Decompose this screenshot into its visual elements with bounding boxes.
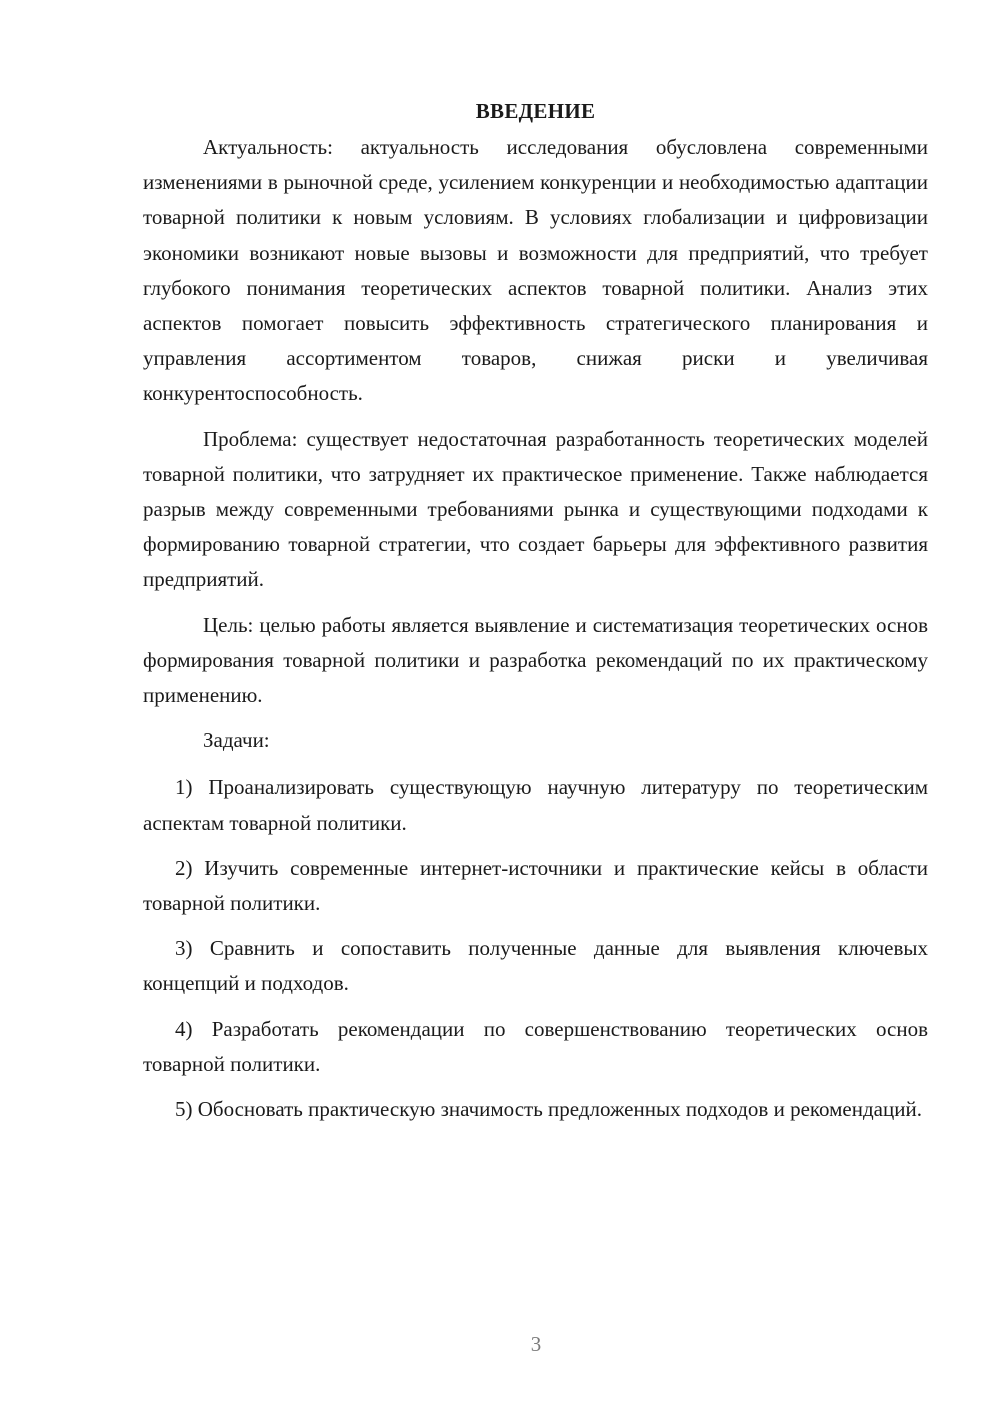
goal-paragraph: Цель: целью работы является выявление и систематизация теоретических основ формирования товарной политики и разработка рекомендаций по их практическому применению. (143, 612, 928, 708)
task-item: 2) Изучить современные интернет-источники и практические кейсы в области товарной политики. (143, 855, 928, 916)
task-item: 1) Проанализировать существующую научную литературу по теоретическим аспектам товарной политики. (143, 775, 928, 835)
problem-paragraph: Проблема: существует недостаточная разработанность теоретических моделей товарной политики, что затрудняет их практическое применение. Также наблюдается разрыв между современными требованиями рынка и существующими подходами к формированию товарной стратегии, что создает барьеры для эффективного развития предприятий. (143, 426, 928, 592)
tasks-label: Задачи: (203, 728, 270, 753)
relevance-paragraph: Актуальность: актуальность исследования обусловлена современными изменениями в рыночной среде, усилением конкуренции и необходимостью адаптации товарной политики к новым условиям. В условиях глобализации и цифровизации экономики возникают новые вызовы и возможности для предприятий, что требует глубокого понимания теоретических аспектов товарной политики. Анализ этих аспектов помогает повысить эффективность стратегического планирования и управления ассортиментом товаров, снижая риски и увеличивая конкурентоспособность. (143, 135, 928, 406)
page-number: 3 (530, 1332, 542, 1356)
section-heading: ВВЕДЕНИЕ (475, 99, 596, 123)
task-item: 4) Разработать рекомендации по совершенствованию теоретических основ товарной политики. (143, 1016, 928, 1076)
task-item: 3) Сравнить и сопоставить полученные данные для выявления ключевых концепций и подходов. (143, 936, 928, 996)
page-content (143, 96, 928, 1137)
tasks-list (143, 770, 928, 1127)
task-item: 5) Обосновать практическую значимость предложенных подходов и рекомендаций. (175, 1097, 922, 1122)
